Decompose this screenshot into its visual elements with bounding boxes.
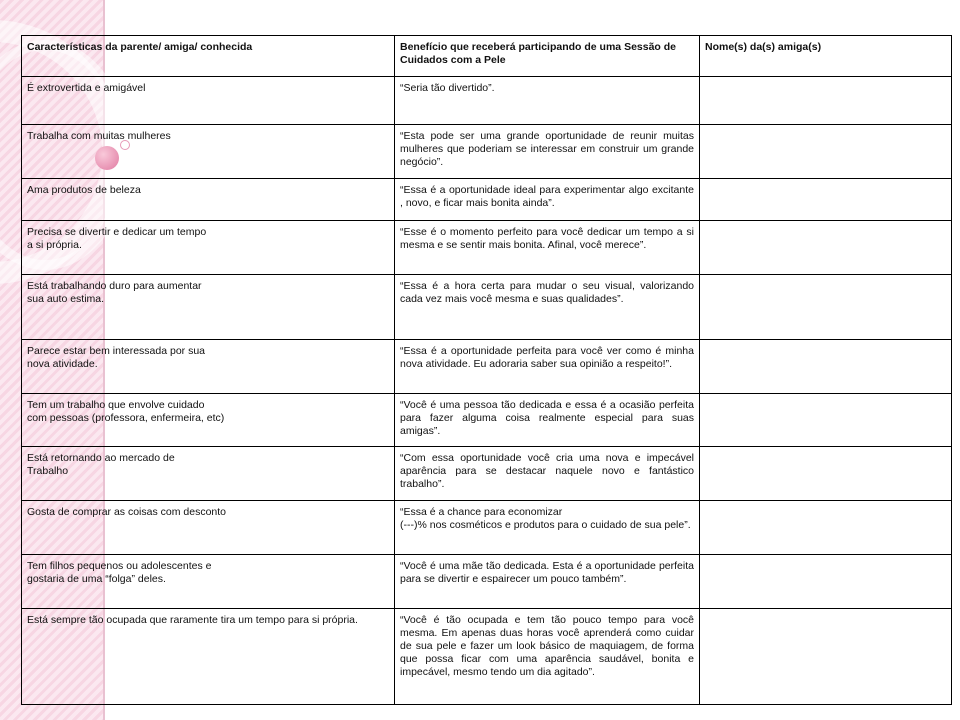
benefit-cell: “Essa é a chance para economizar (---)% nos cosméticos e produtos para o cuidado de sua pele”. (395, 501, 700, 555)
trait-cell: Precisa se divertir e dedicar um tempo a si própria. (22, 221, 395, 275)
table-row (22, 609, 952, 705)
names-cell[interactable] (700, 179, 952, 221)
benefit-cell: “Esta pode ser uma grande oportunidade de reunir muitas mulheres que poderiam se interessar em construir um grande negócio”. (395, 125, 700, 179)
names-cell[interactable] (700, 275, 952, 340)
benefit-cell: “Essa é a hora certa para mudar o seu visual, valorizando cada vez mais você mesma e suas qualidades”. (395, 275, 700, 340)
names-cell[interactable] (700, 609, 952, 705)
table-row (22, 447, 952, 501)
benefit-cell: “Essa é a oportunidade ideal para experimentar algo excitante , novo, e ficar mais bonita ainda”. (395, 179, 700, 221)
header-benefit: Benefício que receberá participando de uma Sessão de Cuidados com a Pele (395, 36, 700, 77)
benefit-cell: “Com essa oportunidade você cria uma nova e impecável aparência para se destacar naquele novo e fantástico trabalho”. (395, 447, 700, 501)
header-names: Nome(s) da(s) amiga(s) (700, 36, 952, 77)
trait-cell: Tem filhos pequenos ou adolescentes e gostaria de uma “folga” deles. (22, 555, 395, 609)
friends-list-table (21, 35, 952, 705)
names-cell[interactable] (700, 394, 952, 447)
names-cell[interactable] (700, 447, 952, 501)
benefit-cell: “Seria tão divertido”. (395, 77, 700, 125)
table-row (22, 221, 952, 275)
table-row (22, 125, 952, 179)
benefit-cell: “Você é uma pessoa tão dedicada e essa é a ocasião perfeita para fazer alguma coisa realmente especial para suas amigas”. (395, 394, 700, 447)
trait-cell: Trabalha com muitas mulheres (22, 125, 395, 179)
table-row (22, 275, 952, 340)
trait-cell: Ama produtos de beleza (22, 179, 395, 221)
names-cell[interactable] (700, 221, 952, 275)
table-row (22, 340, 952, 394)
table-row (22, 394, 952, 447)
table-row (22, 555, 952, 609)
table-row (22, 501, 952, 555)
benefit-cell: “Você é uma mãe tão dedicada. Esta é a oportunidade perfeita para se divertir e espairecer um pouco também”. (395, 555, 700, 609)
trait-cell: Tem um trabalho que envolve cuidado com pessoas (professora, enfermeira, etc) (22, 394, 395, 447)
trait-cell: Gosta de comprar as coisas com desconto (22, 501, 395, 555)
names-cell[interactable] (700, 125, 952, 179)
names-cell[interactable] (700, 77, 952, 125)
header-traits: Características da parente/ amiga/ conhecida (22, 36, 395, 77)
names-cell[interactable] (700, 555, 952, 609)
trait-cell: Está sempre tão ocupada que raramente tira um tempo para si própria. (22, 609, 395, 705)
benefit-cell: “Esse é o momento perfeito para você dedicar um tempo a si mesma e se sentir mais bonita. Afinal, você merece”. (395, 221, 700, 275)
table-row (22, 77, 952, 125)
benefit-cell: “Essa é a oportunidade perfeita para você ver como é minha nova atividade. Eu adoraria saber sua opinião a respeito!”. (395, 340, 700, 394)
benefit-cell: “Você é tão ocupada e tem tão pouco tempo para você mesma. Em apenas duas horas você aprenderá como cuidar de sua pele e fazer um look básico de maquiagem, de forma que possa ficar com uma aparência saudável, bonita e impecável, mesmo tendo um dia agitado”. (395, 609, 700, 705)
names-cell[interactable] (700, 340, 952, 394)
trait-cell: É extrovertida e amigável (22, 77, 395, 125)
trait-cell: Está trabalhando duro para aumentar sua auto estima. (22, 275, 395, 340)
trait-cell: Parece estar bem interessada por sua nova atividade. (22, 340, 395, 394)
trait-cell: Está retornando ao mercado de Trabalho (22, 447, 395, 501)
table-row (22, 179, 952, 221)
names-cell[interactable] (700, 501, 952, 555)
table-header-row (22, 36, 952, 77)
